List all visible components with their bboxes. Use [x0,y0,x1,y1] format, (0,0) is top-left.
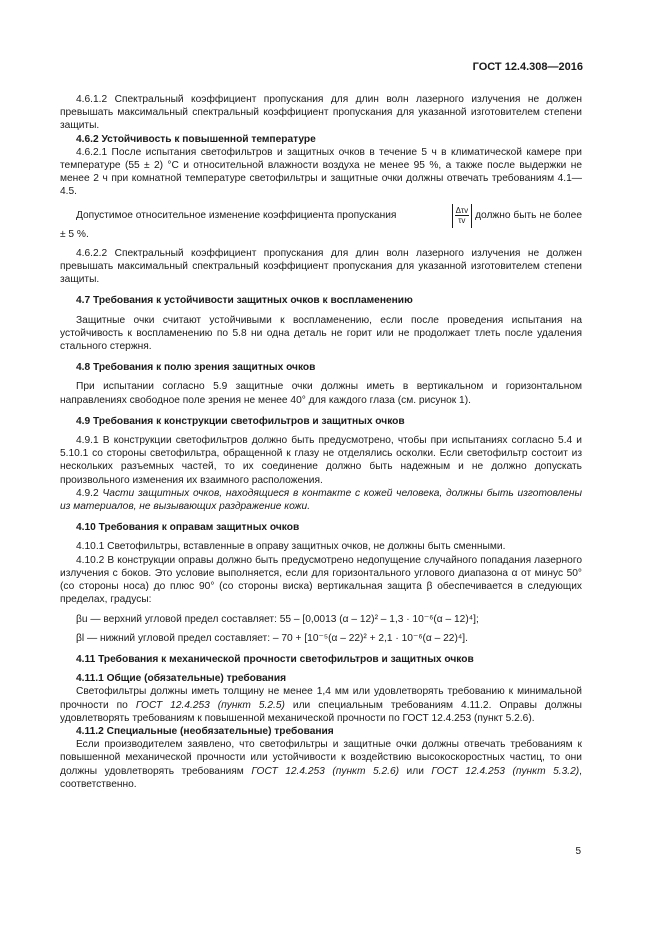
paragraph-4-9-1: 4.9.1 В конструкции светофильтров должно быть предусмотрено, чтобы при испытаниях согласно 5.4 и 5.10.1 со стороны светофильтра, обращенной к глазу не отделялись осколки. Если светофильтр состоит из нескольких разъемных частей, то их соединение должно быть надежным и не должно допускать произвольного изменения их взаимного расположения. [60,435,582,486]
text-part: , соответственно. [60,765,582,790]
heading-4-10: 4.10 Требования к оправам защитных очков [76,522,300,534]
heading-4-11: 4.11 Требования к механической прочности светофильтров и защитных очков [76,653,474,665]
fraction-numerator: Δτv [455,206,469,216]
fraction-denominator: τv [458,216,466,226]
heading-4-9: 4.9 Требования к конструкции светофильтров и защитных очков [76,415,405,427]
paragraph-4-6-2-1: 4.6.2.1 После испытания светофильтров и защитных очков в течение 5 ч в климатической камере при температуре (55 ± 2) °С и относительной влажности воздуха не менее 95 %, а также после выдержки не менее 2 ч при комнатной температуре светофильтры и защитные очки должны отвечать требованиям 4.1—4.5. [60,146,582,198]
text-part: Светофильтры должны иметь толщину не менее 1,4 мм или удовлетворять требованию к минимальной прочности по [60,686,582,711]
heading-4-11-2: 4.11.2 Специальные (необязательные) требования [76,725,334,737]
heading-4-7: 4.7 Требования к устойчивости защитных очков к воспламенению [76,295,413,307]
heading-4-11-1: 4.11.1 Общие (обязательные) требования [76,673,287,685]
document-header: ГОСТ 12.4.308—2016 [472,61,583,73]
text-part: или [399,765,432,777]
document-body [60,93,582,791]
clause-text-italic: Части защитных очков, находящиеся в контакте с кожей человека, должны быть изготовлены из материалов, не вызывающих раздражение кожи. [60,487,582,513]
formula-beta-upper: βu — верхний угловой предел составляет: 55 – [0,0013 (α – 12)² – 1,3 · 10⁻⁶(α – 12)⁴]; [76,613,479,625]
tolerance-fraction [452,204,473,228]
reference-italic: ГОСТ 12.4.253 (пункт 5.3.2) [431,765,580,777]
paragraph-4-6-1-2: 4.6.1.2 Спектральный коэффициент пропускания для длин волн лазерного излучения не должен превышать максимальный спектральный коэффициент пропускания для указанной изготовителем степени защиты. [60,94,582,132]
paragraph-4-6-2-2: 4.6.2.2 Спектральный коэффициент пропускания для длин волн лазерного излучения не должен превышать максимальный спектральный коэффициент пропускания для указанной изготовителем степени защиты. [60,247,582,286]
reference-italic: ГОСТ 12.4.253 (пункт 5.2.6) [251,765,400,777]
paragraph-4-9-2 [60,487,582,513]
paragraph-4-10-1: 4.10.1 Светофильтры, вставленные в оправу защитных очков, не должны быть сменными. [76,541,506,553]
paragraph-4-10-2: 4.10.2 В конструкции оправы должно быть предусмотрено недопущение случайного попадания лазерного излучения с боков. Это условие выполняется, если для горизонтального углового диапазона α от минус 50° (со стороны носа) до плюс 90° (со стороны виска) вертикальная защита β обеспечивается в следующих пределах, градусы: [60,554,582,606]
page-number: 5 [575,846,581,857]
paragraph-4-11-1 [60,685,582,725]
heading-4-8: 4.8 Требования к полю зрения защитных очков [76,362,316,374]
text-part: Если производителем заявлено, что светофильтры и защитные очки должны отвечать требованиям к повышенной механической прочности или устойчивости к воздействию высокоскоростных частиц, то они должны удовлетворять требованиям [60,739,582,777]
reference-italic: ГОСТ 12.4.253 (пункт 5.2.5) [135,699,285,711]
formula-beta-lower: βl — нижний угловой предел составляет: – 70 + [10⁻⁵(α – 22)² + 2,1 · 10⁻⁶(α – 22)⁴]. [76,632,468,644]
tolerance-after-text: должно быть не более [475,210,582,222]
tolerance-formula-line [60,204,582,228]
paragraph-4-7: Защитные очки считают устойчивыми к воспламенению, если после проведения испытания на устойчивость к воспламенению по 5.8 ни одна деталь не горит или не продолжает тлеть после удаления стального стержня. [60,314,582,353]
clause-number: 4.9.2 [76,487,99,499]
paragraph-4-11-2 [60,738,582,791]
paragraph-4-8: При испытании согласно 5.9 защитные очки должны иметь в вертикальном и горизонтальном направлениях свободное поле зрения не менее 40° для каждого глаза (см. рисунок 1). [60,381,582,406]
text-part: или специальным требованиям 4.11.2. Оправы должны удовлетворять требованиям к повышенной механической прочности по ГОСТ 12.4.253 (пункт 5.2.6). [60,699,582,724]
heading-4-6-2: 4.6.2 Устойчивость к повышенной температуре [76,133,316,145]
tolerance-text: Допустимое относительное изменение коэффициента пропускания [76,210,397,222]
tolerance-value: ± 5 %. [60,228,89,240]
